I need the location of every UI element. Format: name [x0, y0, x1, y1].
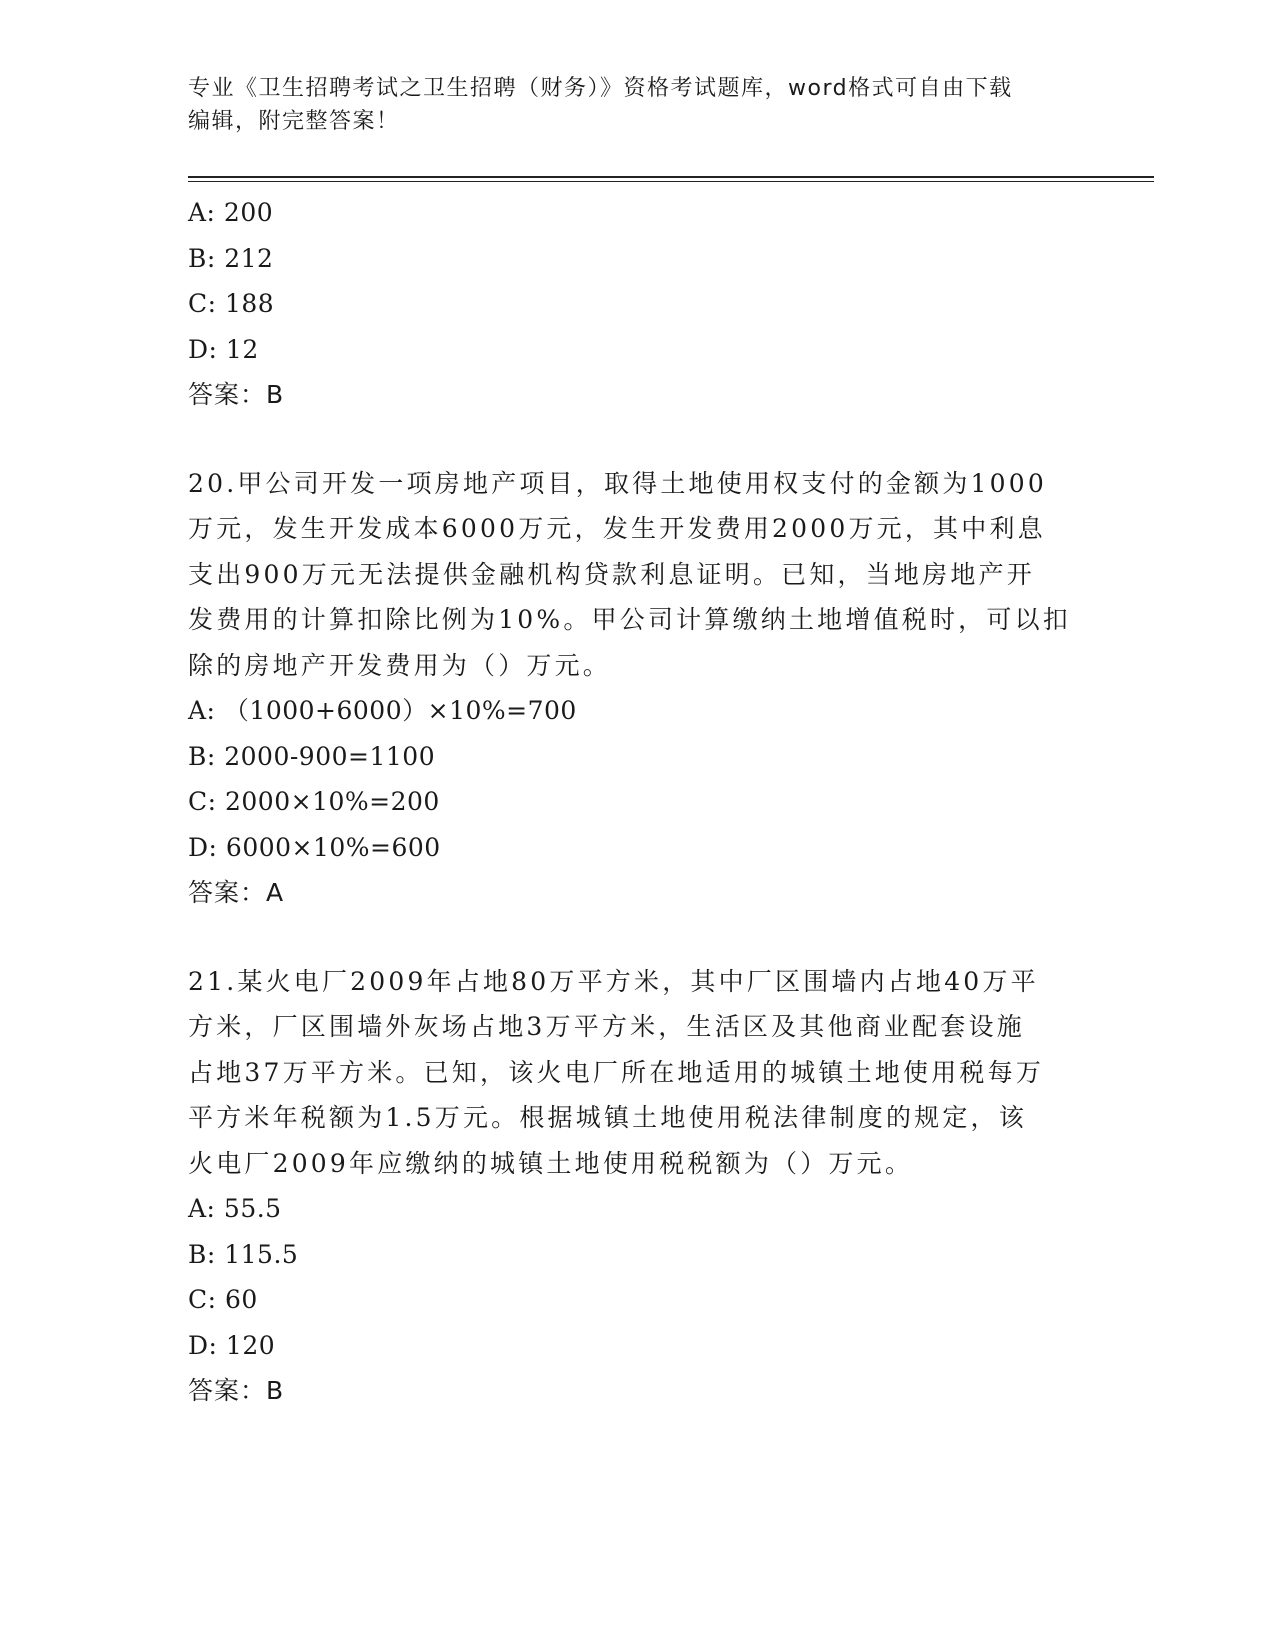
option-d: D: 120 — [188, 1330, 276, 1360]
question-20-options — [188, 688, 1088, 870]
question-line: 占地37万平方米。已知，该火电厂所在地适用的城镇土地使用税每万 — [188, 1057, 1045, 1087]
question-line: 火电厂2009年应缴纳的城镇土地使用税税额为（）万元。 — [188, 1148, 914, 1178]
document-body — [188, 190, 1088, 1414]
option-b: B: 2000-900=1100 — [188, 741, 436, 771]
option-d: D: 6000×10%=600 — [188, 832, 441, 862]
spacer — [188, 418, 1088, 461]
question-line: 平方米年税额为1.5万元。根据城镇土地使用税法律制度的规定，该 — [188, 1103, 1027, 1132]
question-21-text — [188, 959, 1088, 1187]
question-line: 方米，厂区围墙外灰场占地3万平方米，生活区及其他商业配套设施 — [188, 1012, 1025, 1041]
option-a: A: 200 — [188, 198, 274, 227]
option-a: A: （1000+6000）×10%=700 — [188, 696, 577, 725]
prev-question-answer: 答案：B — [188, 380, 285, 409]
document-header — [188, 72, 1088, 138]
question-21-answer: 答案：B — [188, 1376, 285, 1405]
question-line: 21.某火电厂2009年占地80万平方米，其中厂区围墙内占地40万平 — [188, 966, 1039, 996]
question-line: 除的房地产开发费用为（）万元。 — [188, 650, 612, 680]
question-line: 发费用的计算扣除比例为10%。甲公司计算缴纳土地增值税时，可以扣 — [188, 605, 1071, 634]
option-a: A: 55.5 — [188, 1194, 282, 1223]
question-line: 万元，发生开发成本6000万元，发生开发费用2000万元，其中利息 — [188, 514, 1046, 543]
header-divider-thin — [188, 181, 1154, 182]
option-b: B: 212 — [188, 243, 274, 273]
option-d: D: 12 — [188, 334, 259, 364]
question-line: 20.甲公司开发一项房地产项目，取得土地使用权支付的金额为1000 — [188, 468, 1047, 498]
question-21-options — [188, 1186, 1088, 1368]
header-line-1: 专业《卫生招聘考试之卫生招聘（财务）》资格考试题库，word格式可自由下载 — [188, 76, 1013, 101]
option-c: C: 60 — [188, 1285, 258, 1314]
spacer — [188, 916, 1088, 959]
option-c: C: 188 — [188, 289, 275, 318]
question-20-text — [188, 461, 1088, 689]
header-divider-thick — [188, 176, 1154, 178]
question-line: 支出900万元无法提供金融机构贷款利息证明。已知，当地房地产开 — [188, 559, 1035, 589]
option-b: B: 115.5 — [188, 1239, 299, 1269]
prev-question-options — [188, 190, 1088, 372]
header-line-2: 编辑，附完整答案！ — [188, 109, 400, 134]
question-20-answer: 答案：A — [188, 878, 285, 907]
option-c: C: 2000×10%=200 — [188, 787, 440, 816]
